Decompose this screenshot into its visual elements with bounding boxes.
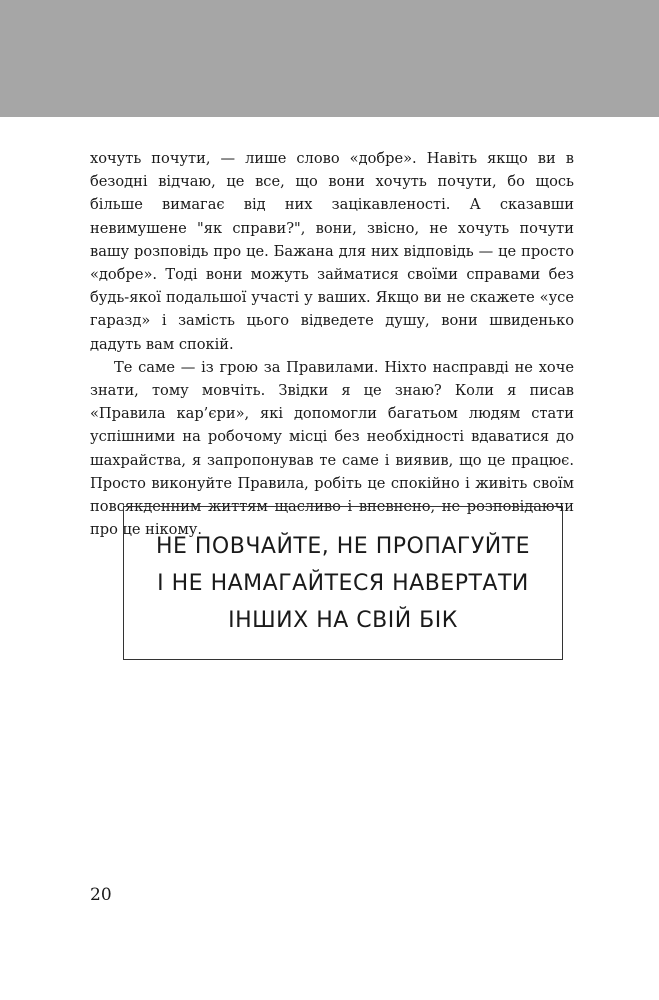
callout-line-2: І НЕ НАМАГАЙТЕСЯ НАВЕРТАТИ bbox=[157, 570, 529, 596]
header-band bbox=[0, 0, 659, 117]
callout-line-1: НЕ ПОВЧАЙТЕ, НЕ ПРОПАГУЙТЕ bbox=[155, 533, 531, 559]
callout-box bbox=[123, 506, 563, 660]
callout-line-3: ІНШИХ НА СВІЙ БІК bbox=[228, 607, 458, 633]
paragraph-continuation: хочуть почути, — лише слово «добре». Навіть якщо ви в безодні відчаю, це все, що вони хочуть почути, бо щось більше вимагає від них зацікавленості. А сказавши невимушене "як справи?", вони, звісно, не хочуть почути вашу розповідь про це. Бажана для них відповідь — це просто «добре». Тоді вони можуть займатися своїми справами без будь-якої подальшої участі у ваших. Якщо ви не скажете «усе гаразд» і замість цього відведете душу, вони швиденько дадуть вам спокій. bbox=[90, 150, 574, 353]
page-number: 20 bbox=[90, 885, 112, 905]
body-text bbox=[90, 147, 574, 541]
paragraph-rules: Те саме — із грою за Правилами. Ніхто насправді не хоче знати, тому мовчіть. Звідки я це знаю? Коли я писав «Правила кар’єри», які допомогли багатьом людям стати успішними на робочому місці без необхідності вдаватися до шахрайства, я запропонував те саме і виявив, що це працює. Просто виконуйте Правила, робіть це спокійно і живіть своїм повсякденним життям щасливо і впевнено, не розповідаючи про це нікому. bbox=[90, 358, 574, 539]
